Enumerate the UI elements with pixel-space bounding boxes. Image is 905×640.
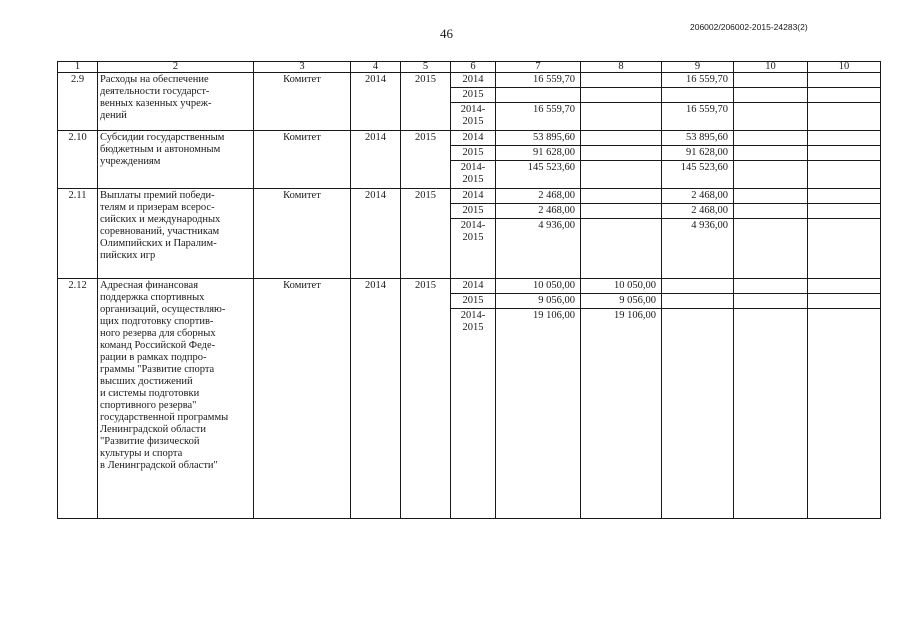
col10-cell [734,219,808,279]
federal-amount [581,131,662,146]
total-amount: 53 895,60 [496,131,581,146]
executor: Комитет [254,73,351,131]
header-cell: 4 [351,62,401,73]
header-cell: 2 [98,62,254,73]
regional-amount: 2 468,00 [662,189,734,204]
header-cell: 7 [496,62,581,73]
measure-name: Выплаты премий победи- телям и призерам всерос- сийских и международных соревнований, участникам Олимпийских и Паралим- пийских игр [98,189,254,279]
federal-amount [581,189,662,204]
col10-cell [734,146,808,161]
period-cell: 2015 [451,204,496,219]
federal-amount: 10 050,00 [581,279,662,294]
header-cell: 10 [734,62,808,73]
period-cell: 2014 [451,131,496,146]
col10-cell [734,189,808,204]
federal-amount [581,161,662,189]
col10-cell [734,309,808,519]
page-number: 46 [440,26,453,41]
col10-cell [734,279,808,294]
col11-cell [808,161,881,189]
period-cell: 2014 [451,189,496,204]
col11-cell [808,73,881,88]
col11-cell [808,88,881,103]
end-year: 2015 [401,73,451,131]
row-number: 2.11 [58,189,98,279]
regional-amount: 4 936,00 [662,219,734,279]
row-number: 2.12 [58,279,98,519]
federal-amount [581,219,662,279]
measure-name: Субсидии государственным бюджетным и автономным учреждениям [98,131,254,189]
regional-amount: 2 468,00 [662,204,734,219]
col10-cell [734,88,808,103]
total-amount: 9 056,00 [496,294,581,309]
table-row [58,73,881,88]
federal-amount: 19 106,00 [581,309,662,519]
start-year: 2014 [351,279,401,519]
header-cell: 3 [254,62,351,73]
total-amount: 19 106,00 [496,309,581,519]
total-amount: 2 468,00 [496,204,581,219]
col10-cell [734,204,808,219]
federal-amount [581,204,662,219]
col11-cell [808,103,881,131]
col11-cell [808,189,881,204]
budget-table [57,61,881,519]
total-amount: 2 468,00 [496,189,581,204]
period-cell: 2015 [451,294,496,309]
col11-cell [808,294,881,309]
total-amount: 16 559,70 [496,73,581,88]
regional-amount: 16 559,70 [662,103,734,131]
table-row [58,189,881,204]
period-cell: 2014- 2015 [451,103,496,131]
document-id: 206002/206002-2015-24283(2) [690,22,808,32]
col10-cell [734,73,808,88]
federal-amount [581,73,662,88]
table-body [58,62,881,519]
regional-amount [662,88,734,103]
total-amount: 16 559,70 [496,103,581,131]
executor: Комитет [254,279,351,519]
total-amount: 91 628,00 [496,146,581,161]
end-year: 2015 [401,189,451,279]
col11-cell [808,146,881,161]
period-cell: 2015 [451,146,496,161]
federal-amount [581,103,662,131]
header-cell: 10 [808,62,881,73]
header-cell: 5 [401,62,451,73]
period-cell: 2014 [451,73,496,88]
executor: Комитет [254,189,351,279]
measure-name: Адресная финансовая поддержка спортивных организаций, осуществляю- щих подготовку спортив- ного резерва для сборных команд Российской Феде- рации в рамках подпро- граммы "Развитие спорта высших достижений и системы подготовки спортивного резерва" государственной программы Ленинградской области "Развитие физической культуры и спорта в Ленинградской области" [98,279,254,519]
federal-amount [581,146,662,161]
start-year: 2014 [351,189,401,279]
col11-cell [808,204,881,219]
period-cell: 2014- 2015 [451,309,496,519]
period-cell: 2014- 2015 [451,161,496,189]
start-year: 2014 [351,131,401,189]
col11-cell [808,279,881,294]
regional-amount: 145 523,60 [662,161,734,189]
header-cell: 9 [662,62,734,73]
period-cell: 2014- 2015 [451,219,496,279]
period-cell: 2015 [451,88,496,103]
regional-amount [662,294,734,309]
total-amount: 10 050,00 [496,279,581,294]
table-row [58,279,881,294]
col10-cell [734,294,808,309]
start-year: 2014 [351,73,401,131]
regional-amount: 53 895,60 [662,131,734,146]
table-row [58,131,881,146]
measure-name: Расходы на обеспечение деятельности государст- венных казенных учреж- дений [98,73,254,131]
col11-cell [808,309,881,519]
total-amount [496,88,581,103]
total-amount: 145 523,60 [496,161,581,189]
col11-cell [808,131,881,146]
table-header-row [58,62,881,73]
col10-cell [734,103,808,131]
total-amount: 4 936,00 [496,219,581,279]
regional-amount: 16 559,70 [662,73,734,88]
regional-amount: 91 628,00 [662,146,734,161]
row-number: 2.9 [58,73,98,131]
col10-cell [734,131,808,146]
row-number: 2.10 [58,131,98,189]
col11-cell [808,219,881,279]
period-cell: 2014 [451,279,496,294]
federal-amount [581,88,662,103]
header-cell: 8 [581,62,662,73]
end-year: 2015 [401,131,451,189]
regional-amount [662,309,734,519]
header-cell: 1 [58,62,98,73]
header-cell: 6 [451,62,496,73]
executor: Комитет [254,131,351,189]
end-year: 2015 [401,279,451,519]
col10-cell [734,161,808,189]
regional-amount [662,279,734,294]
federal-amount: 9 056,00 [581,294,662,309]
